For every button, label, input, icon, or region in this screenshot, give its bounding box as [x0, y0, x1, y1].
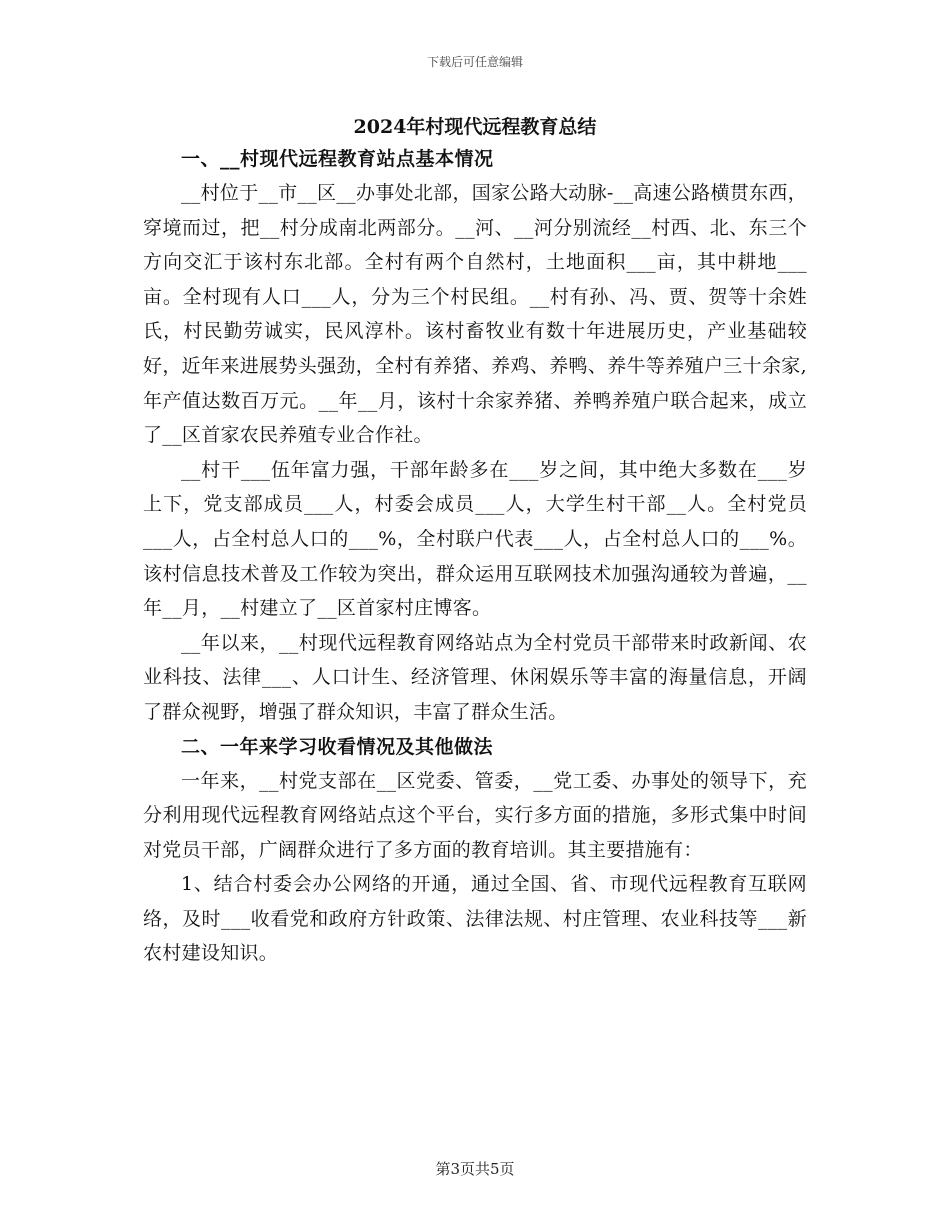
paragraph: 一年来，__村党支部在__区党委、管委，__党工委、办事处的领导下，充分利用现代远程教育网络站点这个平台，实行多方面的措施，多形式集中时间对党员干部，广阔群众进行了多方面的教育培训。其主要措施有：	[143, 769, 807, 861]
paragraph: __村位于__市__区__办事处北部，国家公路大动脉-__高速公路横贯东西，穿境而过，把__村分成南北两部分。__河、__河分别流经__村西、北、东三个方向交汇于该村东北部。全村有两个自然村，土地面积___亩，其中耕地___亩。全村现有人口___人，分为三个村民组。__村有孙、冯、贾、贺等十余姓氏，村民勤劳诚实，民风淳朴。该村畜牧业有数十年进展历史，产业基础较好，近年来进展势头强劲，全村有养猪、养鸡、养鸭、养牛等养殖户三十余家,年产值达数百万元。__年__月，该村十余家养猪、养鸭养殖户联合起来，成立了__区首家农民养殖专业合作社。	[143, 182, 807, 447]
paragraph: 1、结合村委会办公网络的开通，通过全国、省、市现代远程教育互联网络，及时___收看党和政府方针政策、法律法规、村庄管理、农业科技等___新农村建设知识。	[143, 873, 807, 965]
paragraph: __年以来，__村现代远程教育网络站点为全村党员干部带来时政新闻、农业科技、法律___、人口计生、经济管理、休闲娱乐等丰富的海量信息，开阔了群众视野，增强了群众知识，丰富了群众生活。	[143, 631, 807, 723]
page-header-note: 下载后可任意编辑	[426, 55, 523, 69]
section-heading-2: 二、一年来学习收看情况及其他做法	[181, 735, 494, 758]
document-title: 2024年村现代远程教育总结	[353, 116, 597, 138]
document-body	[143, 112, 807, 971]
page-number: 第3页共5页	[435, 1160, 515, 1178]
section-heading-1: 一、__村现代远程教育站点基本情况	[181, 148, 494, 170]
paragraph: __村干___伍年富力强，干部年龄多在___岁之间，其中绝大多数在___岁上下，党支部成员___人，村委会成员___人，大学生村干部__人。全村党员___人，占全村总人口的___%，全村联户代表___人，占全村总人口的___%。该村信息技术普及工作较为突出，群众运用互联网技术加强沟通较为普遍，__年__月，__村建立了__区首家村庄博客。	[143, 458, 807, 620]
